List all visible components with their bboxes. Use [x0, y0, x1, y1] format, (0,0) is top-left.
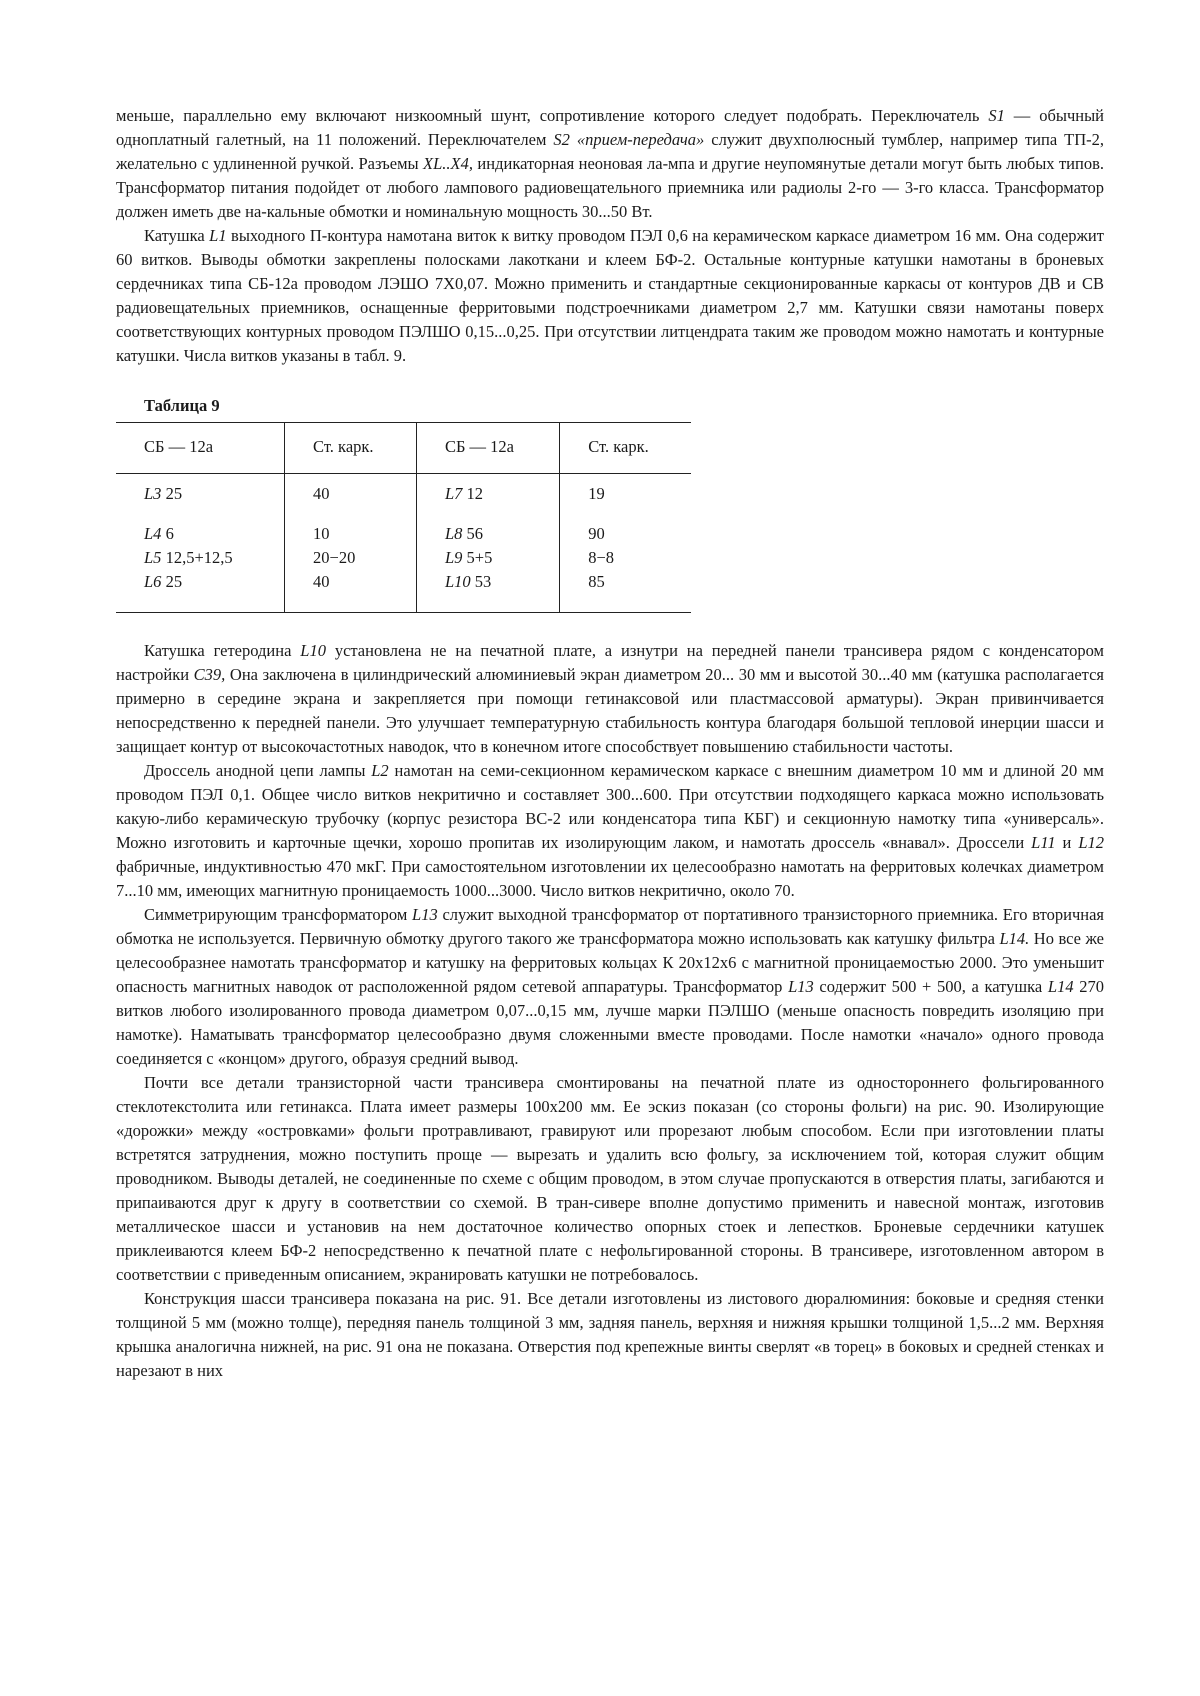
coil-value: 12,5+12,5	[161, 548, 233, 567]
coil-value: 25	[161, 572, 183, 591]
table-cell: 20−20	[285, 546, 417, 570]
text-run: меньше, параллельно ему включают низкоомный шунт, сопротивление которого следует подобрать. Переключатель	[116, 106, 989, 125]
coil-label: L3	[144, 484, 162, 503]
paragraph	[116, 639, 1104, 759]
coil-label: L8	[444, 524, 463, 543]
header-cell: Ст. карк.	[560, 423, 691, 474]
table-cell	[416, 474, 559, 507]
table-cell: 40	[285, 474, 417, 507]
text-run: установлена не на печатной плате, а изнутри на передней панели трансивера рядом с конденсатором настройки	[116, 641, 1104, 684]
coil-label: L9	[444, 548, 463, 567]
table-cell	[416, 506, 559, 546]
coil-value: 25	[161, 484, 183, 503]
text-run: 270 витков любого изолированного провода диаметром 0,07...0,15 мм, лучше марки ПЭЛШО (меньше опасность повредить изоляцию при намотке). Наматывать трансформатор целесообразно двумя сложенными вместе проводами. После намотки «начало» одного провода соединяется с «концом» другого, образуя средний вывод.	[116, 977, 1104, 1068]
italic-term: L13	[788, 977, 814, 996]
text-run: индикаторная неоновая ла-мпа и другие неупомянутые детали могут быть любых типов. Трансформатор питания подойдет от любого лампового радиовещательного приемника или радиолы 2-го — 3-го класса. Трансформатор должен иметь две на-кальные обмотки и номинальную мощность 30...50 Вт.	[116, 154, 1104, 221]
text-run: Дроссель анодной цепи лампы	[144, 761, 372, 780]
coil-value: 5+5	[462, 548, 493, 567]
table-row	[116, 474, 691, 507]
table-header-row	[116, 423, 691, 474]
table-cell: 10	[285, 506, 417, 546]
table-cell	[116, 474, 285, 507]
italic-term: L2	[371, 761, 389, 780]
table-cell: 85	[560, 570, 691, 613]
text-run: и	[1055, 833, 1079, 852]
coil-value: 53	[470, 572, 492, 591]
table-row	[116, 570, 691, 613]
paragraph	[116, 224, 1104, 368]
table-row	[116, 546, 691, 570]
table-cell	[116, 546, 285, 570]
paragraph	[116, 1071, 1104, 1287]
header-cell: СБ — 12а	[116, 423, 285, 474]
text-run: служит двухполюсный тумблер, например типа ТП-2, желательно с удлиненной ручкой. Разъемы	[116, 130, 1104, 173]
italic-term: S1	[988, 106, 1005, 125]
coil-label: L5	[144, 548, 162, 567]
italic-term: L14.	[999, 929, 1030, 948]
paragraph	[116, 104, 1104, 224]
text-run: Катушка гетеродина	[144, 641, 301, 660]
header-cell: Ст. карк.	[285, 423, 417, 474]
italic-term: L14	[1047, 977, 1074, 996]
text-block-after-table	[116, 639, 1104, 1383]
table-cell	[416, 570, 559, 613]
table-cell: 8−8	[560, 546, 691, 570]
table-caption: Таблица 9	[144, 396, 220, 415]
coil-turns-table	[116, 422, 691, 613]
text-run: — обычный однoплатный галетный, на 11 положений. Переключателем	[116, 106, 1104, 149]
text-run: фабричные, индуктивностью 470 мкГ. При самостоятельном изготовлении их целесообразно намотать на ферритовых колечках диаметром 7...10 мм, имеющих магнитную проницаемость 1000...3000. Число витков некритично, около 70.	[116, 857, 1104, 900]
table-cell: 40	[285, 570, 417, 613]
coil-label: L4	[144, 524, 162, 543]
paragraph	[116, 903, 1104, 1071]
italic-term: L12	[1078, 833, 1104, 852]
text-run: выходного П-контура намотана виток к витку проводом ПЭЛ 0,6 на керамическом каркасе диаметром 16 мм. Она содержит 60 витков. Выводы обмотки закреплены полосками лакоткани и клеем БФ-2. Остальные контурные катушки намотаны в броневых сердечниках типа СБ-12а проводом ЛЭШО 7Х0,07. Можно применить и стандартные секционированные каркасы от контуров ДВ и СВ радиовещательных приемников, оснащенные ферритовыми подстроечниками диаметром 2,7 мм. Катушки связи намотаны поверх соответствующих контурных проводом ПЭЛШО 0,15...0,25. При отсутствии литцендрата таким же проводом можно намотать и контурные катушки. Числа витков указаны в табл. 9.	[116, 226, 1104, 365]
paragraph	[116, 759, 1104, 903]
header-cell: СБ — 12а	[416, 423, 559, 474]
table-cell	[116, 570, 285, 613]
text-run: содержит 500 + 500, а катушка	[813, 977, 1048, 996]
coil-label: L10	[444, 572, 471, 591]
text-run: намотан на семи-секционном керамическом каркасе с внешним диаметром 10 мм и длиной 20 мм проводом ПЭЛ 0,1. Общее число витков некритично и составляет 300...600. При отсутствии подходящего каркаса можно использовать какую-либо керамическую трубочку (корпус резистора ВС-2 или конденсатора типа КБГ) и секционную намотку типа «универсаль». Можно изготовить и карточные щечки, хорошо пропитав их изолирующим лаком, и намотать дроссель «внавал». Дроссели	[116, 761, 1104, 852]
italic-term: С39,	[193, 665, 226, 684]
italic-term: L1	[209, 226, 227, 245]
text-block-before-table	[116, 104, 1104, 368]
coil-label: L6	[144, 572, 162, 591]
italic-term: L13	[412, 905, 438, 924]
text-run: Симметрирующим трансформатором	[144, 905, 413, 924]
table-cell	[416, 546, 559, 570]
paragraph	[116, 1287, 1104, 1383]
italic-term: L11	[1031, 833, 1056, 852]
text-run: Но все же целесообразнее намотать трансформатор и катушку на ферритовых кольцах К 20х12х6 с магнитной проницаемостью 2000. Это уменьшит опасность магнитных наводок от расположенной рядом сетевой аппаратуры. Трансформатор	[116, 929, 1104, 996]
table-cell: 90	[560, 506, 691, 546]
table-cell	[116, 506, 285, 546]
table-row	[116, 506, 691, 546]
italic-term: XL..X4,	[423, 154, 474, 173]
coil-label: L7	[444, 484, 463, 503]
text-run: Она заключена в цилиндрический алюминиевый экран диаметром 20... 30 мм и высотой 30...40 мм (катушка располагается примерно в середине экрана и закрепляется при помощи гетинаксовой или пластмассовой арматуры). Экран привинчивается непосредственно к передней панели. Это улучшает температурную стабильность контура благодаря большой тепловой инерции шасси и защищает контур от высокочастотных наводок, что в конечном итоге способствует повышению стабильности частоты.	[116, 665, 1104, 756]
text-run: Почти все детали транзисторной части трансивера смонтированы на печатной плате из одностороннего фольгированного стеклотекстолита или гетинакса. Плата имеет размеры 100х200 мм. Ее эскиз показан (со стороны фольги) на рис. 90. Изолирующие «дорожки» между «островками» фольги протравливают, гравируют или прорезают любым способом. Если при изготовлении платы встретятся затруднения, можно поступить проще — вырезать и удалить всю фольгу, за исключением той, которая служит общим проводником. Выводы деталей, не соединенные по схеме с общим проводом, в этом случае пропускаются в отверстия платы, загибаются и припаиваются друг к другу в соответствии со схемой. В тран-сивере вполне допустимо применить и навесной монтаж, изготовив металлическое шасси и установив на нем достаточное количество опорных стоек и лепестков. Броневые сердечники катушек приклеиваются клеем БФ-2 непосредственно к печатной плате с нефольгированной стороны. В трансивере, изготовленном автором в соответствии с приведенным описанием, экранировать катушки не потребовалось.	[116, 1073, 1104, 1284]
coil-value: 12	[462, 484, 484, 503]
text-run: Катушка	[144, 226, 210, 245]
coil-value: 56	[462, 524, 484, 543]
text-run: Конструкция шасси трансивера показана на рис. 91. Все детали изготовлены из листового дюралюминия: боковые и средняя стенки толщиной 5 мм (можно толще), передняя панель толщиной 3 мм, задняя панель, верхняя и нижняя крышки толщиной 1,5...2 мм. Верхняя крышка аналогична нижней, на рис. 91 она не показана. Отверстия под крепежные винты сверлят «в торец» в боковых и средней стенках и нарезают в них	[116, 1289, 1104, 1380]
italic-term: S2 «прием-передача»	[553, 130, 705, 149]
text-run: служит выходной трансформатор от портативного транзисторного приемника. Его вторичная обмотка не используется. Первичную обмотку другого такого же трансформатора можно использовать как катушку фильтра	[116, 905, 1104, 948]
table-cell: 19	[560, 474, 691, 507]
italic-term: L10	[300, 641, 326, 660]
coil-value: 6	[161, 524, 174, 543]
